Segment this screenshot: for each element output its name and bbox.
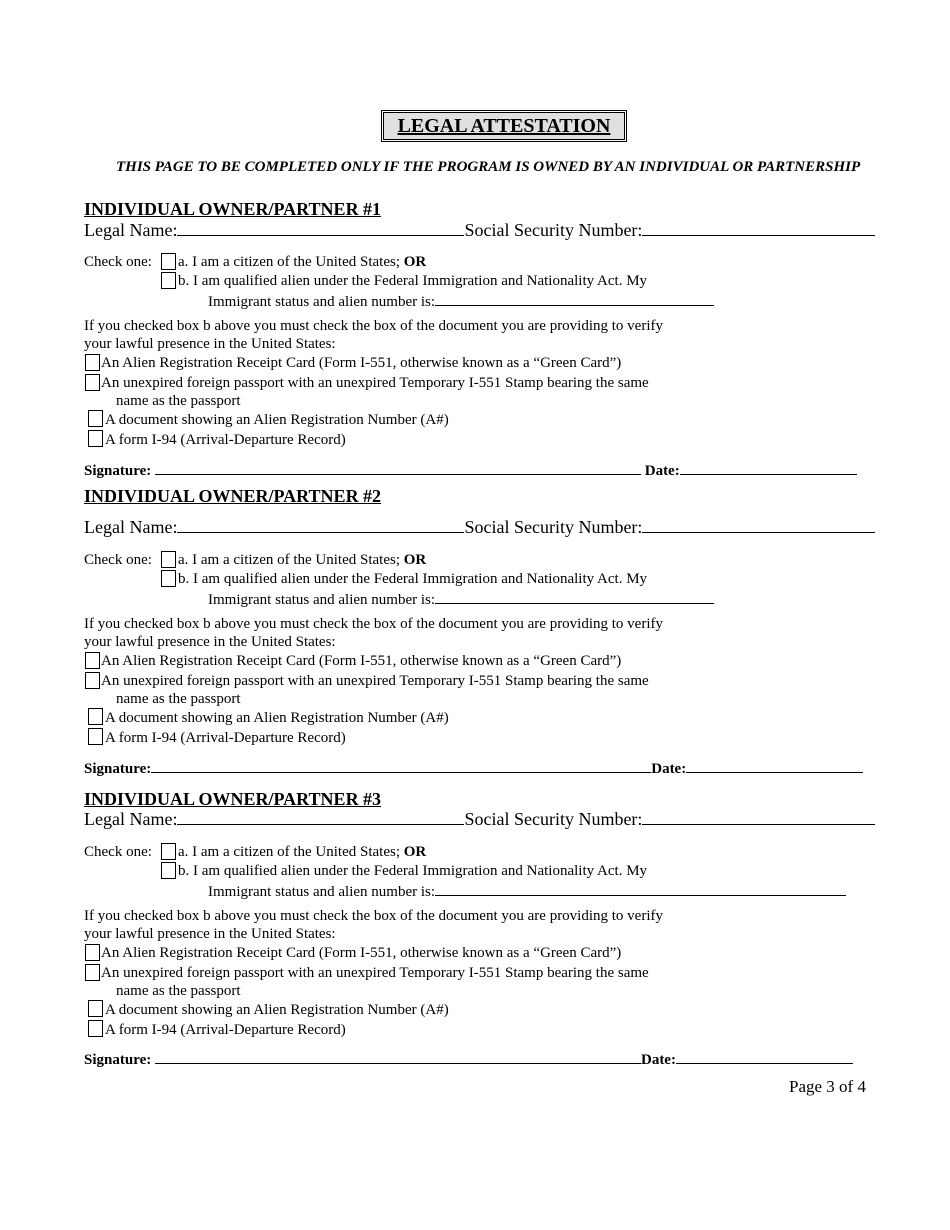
signature-field[interactable] [155, 460, 641, 475]
doc-passport-checkbox[interactable] [85, 964, 100, 981]
doc-passport-label-cont: name as the passport [116, 691, 241, 707]
doc-passport-checkbox[interactable] [85, 374, 100, 391]
alien-number-row: Immigrant status and alien number is: [208, 291, 714, 311]
doc-passport-label: An unexpired foreign passport with an unexpired Temporary I-551 Stamp bearing the same [101, 673, 649, 689]
signature-row: Signature: Date: [84, 460, 857, 480]
instruction-line-1: If you checked box b above you must check the box of the document you are providing to verify [84, 908, 664, 924]
doc-i94-checkbox[interactable] [88, 728, 103, 745]
instruction-line-2: your lawful presence in the United States: [84, 926, 336, 942]
ssn-field[interactable] [642, 221, 875, 236]
check-one-label: Check one: [84, 844, 152, 860]
signature-row: Signature: Date: [84, 1049, 853, 1069]
doc-i94-checkbox[interactable] [88, 430, 103, 447]
citizen-checkbox[interactable] [161, 253, 176, 270]
citizen-checkbox[interactable] [161, 843, 176, 860]
doc-alien-number-checkbox[interactable] [88, 410, 103, 427]
doc-green-card-label: An Alien Registration Receipt Card (Form I-551, otherwise known as a “Green Card”) [101, 355, 622, 371]
date-field[interactable] [680, 460, 857, 475]
doc-green-card-label: An Alien Registration Receipt Card (Form I-551, otherwise known as a “Green Card”) [101, 653, 622, 669]
legal-name-label: Legal Name: [84, 809, 178, 829]
doc-green-card-label: An Alien Registration Receipt Card (Form I-551, otherwise known as a “Green Card”) [101, 945, 622, 961]
date-field[interactable] [676, 1049, 853, 1064]
alien-number-row: Immigrant status and alien number is: [208, 881, 846, 901]
doc-passport-label-cont: name as the passport [116, 393, 241, 409]
doc-passport-label: An unexpired foreign passport with an unexpired Temporary I-551 Stamp bearing the same [101, 965, 649, 981]
ssn-label: Social Security Number: [464, 809, 643, 829]
doc-alien-number-checkbox[interactable] [88, 1000, 103, 1017]
instruction-line-2: your lawful presence in the United States: [84, 634, 336, 650]
page-number: Page 3 of 4 [789, 1077, 866, 1096]
legal-name-row [84, 809, 875, 830]
alien-number-field[interactable] [435, 291, 714, 306]
doc-i94-checkbox[interactable] [88, 1020, 103, 1037]
doc-i94-label: A form I-94 (Arrival-Departure Record) [105, 1022, 346, 1038]
doc-i94-label: A form I-94 (Arrival-Departure Record) [105, 432, 346, 448]
section-heading: INDIVIDUAL OWNER/PARTNER #1 [84, 199, 382, 219]
option-a: a. I am a citizen of the United States; OR [178, 844, 427, 860]
ssn-label: Social Security Number: [464, 220, 643, 240]
option-b: b. I am qualified alien under the Federal Immigration and Nationality Act. My [178, 571, 648, 587]
instruction-line-1: If you checked box b above you must check the box of the document you are providing to verify [84, 616, 664, 632]
doc-i94-label: A form I-94 (Arrival-Departure Record) [105, 730, 346, 746]
check-one-label: Check one: [84, 552, 152, 568]
doc-passport-label: An unexpired foreign passport with an unexpired Temporary I-551 Stamp bearing the same [101, 375, 649, 391]
doc-green-card-checkbox[interactable] [85, 944, 100, 961]
ssn-field[interactable] [642, 518, 875, 533]
signature-field[interactable] [155, 1049, 641, 1064]
alien-number-field[interactable] [435, 881, 846, 896]
doc-alien-number-label: A document showing an Alien Registration Number (A#) [105, 710, 449, 726]
ssn-field[interactable] [642, 810, 875, 825]
signature-row: Signature: Date: [84, 758, 863, 778]
doc-passport-checkbox[interactable] [85, 672, 100, 689]
section-heading: INDIVIDUAL OWNER/PARTNER #3 [84, 789, 382, 809]
doc-alien-number-label: A document showing an Alien Registration Number (A#) [105, 1002, 449, 1018]
citizen-checkbox[interactable] [161, 551, 176, 568]
alien-number-field[interactable] [435, 589, 714, 604]
alien-checkbox[interactable] [161, 570, 176, 587]
check-one-label: Check one: [84, 254, 152, 270]
date-field[interactable] [686, 758, 863, 773]
legal-name-label: Legal Name: [84, 220, 178, 240]
option-b: b. I am qualified alien under the Federal Immigration and Nationality Act. My [178, 863, 648, 879]
alien-checkbox[interactable] [161, 862, 176, 879]
signature-field[interactable] [151, 758, 651, 773]
legal-name-row [84, 517, 875, 538]
doc-green-card-checkbox[interactable] [85, 652, 100, 669]
option-a: a. I am a citizen of the United States; OR [178, 552, 427, 568]
alien-checkbox[interactable] [161, 272, 176, 289]
page-title: LEGAL ATTESTATION [383, 112, 625, 140]
doc-green-card-checkbox[interactable] [85, 354, 100, 371]
alien-number-row: Immigrant status and alien number is: [208, 589, 714, 609]
legal-name-label: Legal Name: [84, 517, 178, 537]
option-a: a. I am a citizen of the United States; OR [178, 254, 427, 270]
instruction-line-2: your lawful presence in the United States: [84, 336, 336, 352]
legal-name-row [84, 220, 875, 241]
ssn-label: Social Security Number: [464, 517, 643, 537]
legal-name-field[interactable] [177, 221, 464, 236]
section-heading: INDIVIDUAL OWNER/PARTNER #2 [84, 486, 382, 506]
page-subtitle: THIS PAGE TO BE COMPLETED ONLY IF THE PROGRAM IS OWNED BY AN INDIVIDUAL OR PARTNERSHIP [116, 159, 861, 175]
doc-passport-label-cont: name as the passport [116, 983, 241, 999]
instruction-line-1: If you checked box b above you must check the box of the document you are providing to verify [84, 318, 664, 334]
doc-alien-number-label: A document showing an Alien Registration Number (A#) [105, 412, 449, 428]
doc-alien-number-checkbox[interactable] [88, 708, 103, 725]
option-b: b. I am qualified alien under the Federal Immigration and Nationality Act. My [178, 273, 648, 289]
legal-name-field[interactable] [177, 518, 464, 533]
legal-name-field[interactable] [177, 810, 464, 825]
